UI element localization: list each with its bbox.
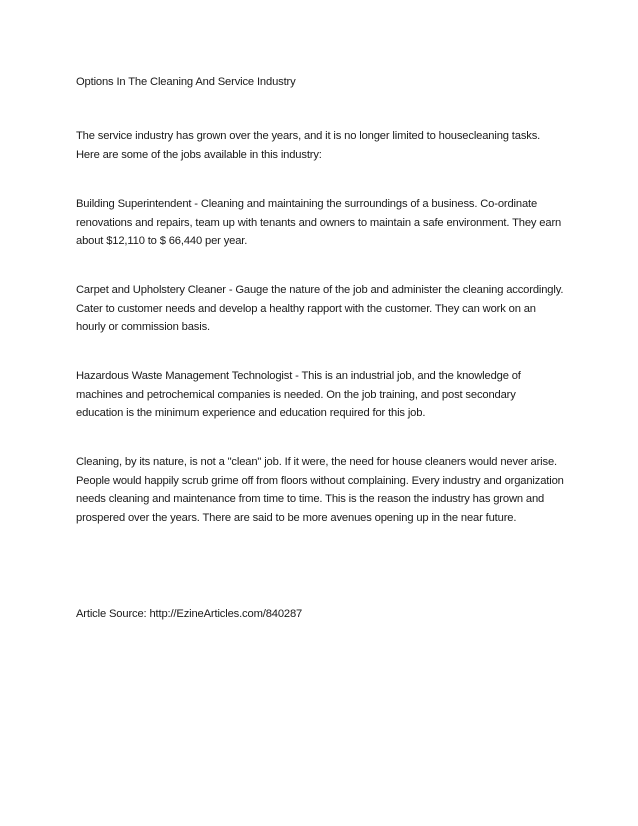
- document-title: Options In The Cleaning And Service Industry: [76, 76, 296, 88]
- paragraph-conclusion: Cleaning, by its nature, is not a "clean" job. If it were, the need for house cleaners would never arise. People would happily scrub grime off from floors without complaining. Every industry and organization needs cleaning and maintenance from time to time. This is the reason the industry has grown and prospered over the years. There are said to be more avenues opening up in the near future.: [76, 456, 564, 524]
- intro-paragraph: The service industry has grown over the years, and it is no longer limited to housecleaning tasks. Here are some of the jobs available in this industry:: [76, 130, 541, 161]
- article-source: Article Source: http://EzineArticles.com/840287: [76, 608, 303, 620]
- paragraph-hazardous-waste-technologist: Hazardous Waste Management Technologist - This is an industrial job, and the knowledge of machines and petrochemical companies is needed. On the job training, and post secondary education is the minimum experience and education required for this job.: [76, 370, 521, 419]
- paragraph-carpet-upholstery-cleaner: Carpet and Upholstery Cleaner - Gauge the nature of the job and administer the cleaning accordingly. Cater to customer needs and develop a healthy rapport with the customer. They can work on an hourly or commission basis.: [76, 284, 564, 333]
- paragraph-building-superintendent: Building Superintendent - Cleaning and maintaining the surroundings of a business. Co-ordinate renovations and repairs, team up with tenants and owners to maintain a safe environment. They earn about $12,110 to $ 66,440 per year.: [76, 198, 562, 247]
